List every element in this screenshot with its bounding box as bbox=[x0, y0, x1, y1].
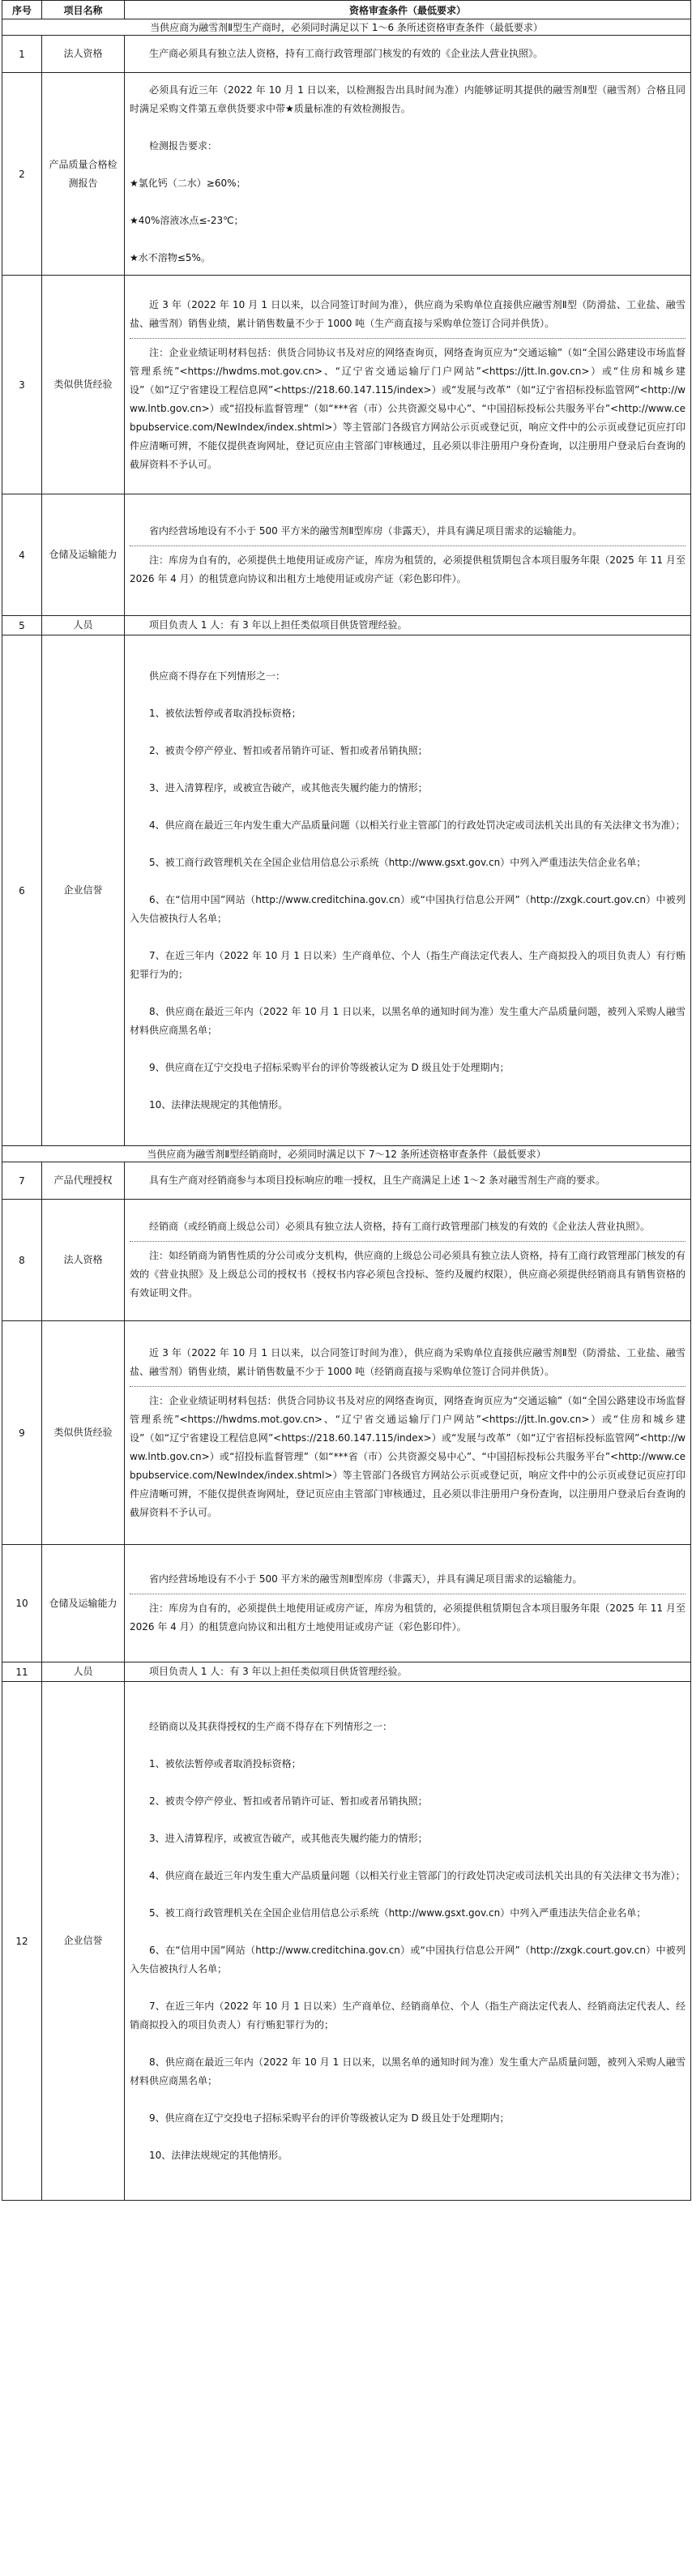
requirement-paragraph: 8、供应商在最近三年内（2022 年 10 月 1 日以来，以黑名单的通知时间为准）发生重大产品质量问题，被列入采购人融雪材料供应商黑名单； bbox=[130, 2056, 686, 2086]
row-item-name: 法人资格 bbox=[42, 1200, 125, 1321]
row-number: 1 bbox=[2, 36, 42, 73]
header-no: 序号 bbox=[2, 1, 42, 19]
requirement-paragraph: 3、进入清算程序，或被宣告破产，或其他丧失履约能力的情形； bbox=[149, 781, 428, 794]
row-item-name: 类似供货经验 bbox=[42, 1321, 125, 1545]
row-requirement bbox=[125, 616, 691, 635]
requirement-paragraph: 7、在近三年内（2022 年 10 月 1 日以来）生产商单位、个人（指生产商法定代表人、生产商拟投入的项目负责人）有行贿犯罪行为的； bbox=[130, 949, 686, 980]
requirement-paragraph: 2、被责令停产停业、暂扣或者吊销许可证、暂扣或者吊销执照； bbox=[149, 744, 428, 756]
table-row bbox=[2, 635, 691, 1146]
requirement-paragraph: 6、在“信用中国”网站（http://www.creditchina.gov.cn）或“中国执行信息公开网”（http://zxgk.court.gov.cn）中被列入失信被执行人名单； bbox=[130, 1944, 686, 1975]
requirement-paragraph: 5、被工商行政管理机关在全国企业信用信息公示系统（http://www.gsxt.gov.cn）中列入严重违法失信企业名单； bbox=[149, 856, 647, 868]
table-row bbox=[2, 36, 691, 73]
row-requirement bbox=[125, 1200, 691, 1321]
requirement-paragraph: 经销商（或经销商上级总公司）必须具有独立法人资格，持有工商行政管理部门核发的有效的《企业法人营业执照》。 bbox=[149, 1221, 651, 1232]
row-requirement bbox=[125, 494, 691, 616]
row-number: 3 bbox=[2, 276, 42, 494]
requirement-paragraph: 4、供应商在最近三年内发生重大产品质量问题（以相关行业主管部门的行政处罚决定或司法机关出具的有关法律文书为准）； bbox=[149, 1869, 686, 1881]
row-number: 7 bbox=[2, 1162, 42, 1200]
requirement-paragraph: 10、法律法规规定的其他情形。 bbox=[149, 2149, 288, 2161]
requirement-paragraph: 1、被依法暂停或者取消投标资格； bbox=[149, 707, 301, 719]
row-requirement bbox=[125, 1682, 691, 2201]
table-row bbox=[2, 1200, 691, 1321]
row-requirement bbox=[125, 1662, 691, 1682]
requirement-paragraph: 必须具有近三年（2022 年 10 月 1 日以来，以检测报告出具时间为准）内能够证明其提供的融雪剂Ⅱ型（融雪剂）合格且同时满足采购文件第五章供货要求中带★质量标准的有效检测报告。 bbox=[130, 83, 686, 114]
row-number: 4 bbox=[2, 494, 42, 616]
requirement-paragraph: 近 3 年（2022 年 10 月 1 日以来，以合同签订时间为准），供应商为采购单位直接供应融雪剂Ⅱ型（防滑盐、工业盐、融雪盐、融雪剂）销售业绩，累计销售数量不少于 1000 吨（生产商直接与采购单位签订合同并供货）。 bbox=[130, 298, 686, 329]
table-row bbox=[2, 1662, 691, 1682]
table-row bbox=[2, 73, 691, 276]
header-item: 项目名称 bbox=[42, 1, 125, 19]
requirement-paragraph: 1、被依法暂停或者取消投标资格； bbox=[149, 1757, 301, 1769]
row-item-name: 仓储及运输能力 bbox=[42, 1545, 125, 1662]
row-item-name: 法人资格 bbox=[42, 36, 125, 73]
table-row bbox=[2, 1162, 691, 1200]
row-item-name: 类似供货经验 bbox=[42, 276, 125, 494]
requirement-paragraph: 注：如经销商为销售性质的分公司或分支机构，供应商的上级总公司必须具有独立法人资格，持有工商行政管理部门核发的有效的《营业执照》及上级总公司的授权书（授权书内容必须包含投标、签约及履约权限），供应商必须提供经销商具有销售资格的有效证明文件。 bbox=[130, 1241, 686, 1303]
requirement-paragraph: 省内经营场地设有不小于 500 平方米的融雪剂Ⅱ型库房（非露天），并具有满足项目需求的运输能力。 bbox=[149, 524, 583, 537]
requirement-paragraph: 项目负责人 1 人：有 3 年以上担任类似项目供货管理经验。 bbox=[149, 1666, 408, 1677]
requirement-paragraph: 5、被工商行政管理机关在全国企业信用信息公示系统（http://www.gsxt.gov.cn）中列入严重违法失信企业名单； bbox=[149, 1906, 647, 1919]
requirement-paragraph: 生产商必须具有独立法人资格，持有工商行政管理部门核发的有效的《企业法人营业执照》。 bbox=[149, 48, 544, 59]
table-row bbox=[2, 616, 691, 635]
requirement-paragraph: ★水不溶物≤5%。 bbox=[130, 251, 211, 263]
row-item-name: 人员 bbox=[42, 616, 125, 635]
row-item-name: 人员 bbox=[42, 1662, 125, 1682]
row-number: 5 bbox=[2, 616, 42, 635]
requirement-paragraph: 3、进入清算程序，或被宣告破产，或其他丧失履约能力的情形； bbox=[149, 1832, 428, 1844]
row-item-name: 产品质量合格检测报告 bbox=[42, 73, 125, 276]
requirement-paragraph: 9、供应商在辽宁交投电子招标采购平台的评价等级被认定为 D 级且处于处理期内； bbox=[149, 2112, 510, 2124]
requirement-paragraph: 近 3 年（2022 年 10 月 1 日以来，以合同签订时间为准），供应商为采购单位直接供应融雪剂Ⅱ型（防滑盐、工业盐、融雪盐、融雪剂）销售业绩，累计销售数量不少于 1000 吨（经销商直接与采购单位签订合同并供货）。 bbox=[130, 1346, 686, 1377]
row-requirement bbox=[125, 1162, 691, 1200]
section-row-distributor bbox=[2, 1146, 691, 1162]
requirement-paragraph: 4、供应商在最近三年内发生重大产品质量问题（以相关行业主管部门的行政处罚决定或司法机关出具的有关法律文书为准）； bbox=[149, 819, 686, 831]
requirement-paragraph: 供应商不得存在下列情形之一： bbox=[149, 670, 286, 682]
requirement-paragraph: 经销商以及其获得授权的生产商不得存在下列情形之一： bbox=[149, 1720, 393, 1732]
row-requirement bbox=[125, 1545, 691, 1662]
row-number: 10 bbox=[2, 1545, 42, 1662]
requirement-paragraph: 2、被责令停产停业、暂扣或者吊销许可证、暂扣或者吊销执照； bbox=[149, 1795, 428, 1807]
row-number: 11 bbox=[2, 1662, 42, 1682]
requirement-paragraph: ★40%溶液冰点≤-23℃； bbox=[130, 214, 244, 226]
requirement-paragraph: 10、法律法规规定的其他情形。 bbox=[149, 1098, 288, 1110]
requirement-paragraph: 7、在近三年内（2022 年 10 月 1 日以来）生产商单位、经销商单位、个人（指生产商法定代表人、经销商法定代表人、经销商拟投入的项目负责人）有行贿犯罪行为的； bbox=[130, 2000, 686, 2030]
row-requirement bbox=[125, 73, 691, 276]
table-row bbox=[2, 1545, 691, 1662]
requirement-paragraph: 检测报告要求： bbox=[149, 139, 218, 152]
table-row bbox=[2, 494, 691, 616]
row-requirement bbox=[125, 1321, 691, 1545]
requirement-paragraph: 省内经营场地设有不小于 500 平方米的融雪剂Ⅱ型库房（非露天），并具有满足项目需求的运输能力。 bbox=[149, 1573, 583, 1585]
table-row bbox=[2, 1682, 691, 2201]
table-row bbox=[2, 276, 691, 494]
table-row bbox=[2, 1321, 691, 1545]
row-number: 6 bbox=[2, 635, 42, 1146]
requirement-paragraph: 项目负责人 1 人：有 3 年以上担任类似项目供货管理经验。 bbox=[149, 619, 408, 631]
table-header-row bbox=[2, 1, 691, 19]
requirement-paragraph: ★氯化钙（二水）≥60%； bbox=[130, 177, 246, 189]
requirement-paragraph: 注：库房为自有的，必须提供土地使用证或房产证，库房为租赁的，必须提供租赁期包含本项目服务年限（2025 年 11 月至 2026 年 4 月）的租赁意向协议和出租方土地使用证或房产证（彩色影印件）。 bbox=[130, 546, 686, 588]
row-number: 9 bbox=[2, 1321, 42, 1545]
row-item-name: 企业信誉 bbox=[42, 635, 125, 1146]
requirement-paragraph: 6、在“信用中国”网站（http://www.creditchina.gov.cn）或“中国执行信息公开网”（http://zxgk.court.gov.cn）中被列入失信被执行人名单； bbox=[130, 893, 686, 924]
row-number: 8 bbox=[2, 1200, 42, 1321]
row-item-name: 产品代理授权 bbox=[42, 1162, 125, 1200]
row-requirement bbox=[125, 36, 691, 73]
requirement-paragraph: 注：企业业绩证明材料包括：供货合同协议书及对应的网络查询页，网络查询页应为“交通运输”（如“全国公路建设市场监督管理系统”<https://hwdms.mot.gov.cn>、“辽宁省交通运输厅门户网站”<https://jtt.ln.gov.cn>）或“住房和城乡建设”（如“辽宁省建设工程信息网”<https://218.60.147.115/index>）或“发展与改革”（如“辽宁省招标投标监管网”<http://www.lntb.gov.cn>）或“招投标监督管理”（如“***省（市）公共资源交易中心”、“中国招标投标公共服务平台”<http://www.cebpubservice.com/NewIndex/index.shtml>）等主管部门各级官方网站公示页或登记页，响应文件中的公示页或登记页应打印件应清晰可辨，不能仅提供查询网址，登记页应由主管部门审核通过，且必须以非注册用户身份查询，以注册用户登录后台查询的截屏资料不予认可。 bbox=[130, 1386, 686, 1522]
row-requirement bbox=[125, 276, 691, 494]
row-item-name: 仓储及运输能力 bbox=[42, 494, 125, 616]
requirement-paragraph: 注：企业业绩证明材料包括：供货合同协议书及对应的网络查询页，网络查询页应为“交通运输”（如“全国公路建设市场监督管理系统”<https://hwdms.mot.gov.cn>、“辽宁省交通运输厅门户网站”<https://jtt.ln.gov.cn>）或“住房和城乡建设”（如“辽宁省建设工程信息网”<https://218.60.147.115/index>）或“发展与改革”（如“辽宁省招标投标监管网”<http://www.lntb.gov.cn>）或“招投标监督管理”（如“***省（市）公共资源交易中心”、“中国招标投标公共服务平台”<http://www.cebpubservice.com/NewIndex/index.shtml>）等主管部门各级官方网站公示页或登记页，响应文件中的公示页或登记页应打印件应清晰可辨，不能仅提供查询网址，登记页应由主管部门审核通过，且必须以非注册用户身份查询，以注册用户登录后台查询的截屏资料不予认可。 bbox=[130, 338, 686, 474]
section-row-producer bbox=[2, 19, 691, 36]
requirement-paragraph: 注：库房为自有的，必须提供土地使用证或房产证，库房为租赁的，必须提供租赁期包含本项目服务年限（2025 年 11 月至 2026 年 4 月）的租赁意向协议和出租方土地使用证或房产证（彩色影印件）。 bbox=[130, 1594, 686, 1637]
requirement-paragraph: 9、供应商在辽宁交投电子招标采购平台的评价等级被认定为 D 级且处于处理期内； bbox=[149, 1061, 510, 1073]
row-number: 2 bbox=[2, 73, 42, 276]
section-title-distributor: 当供应商为融雪剂Ⅱ型经销商时，必须同时满足以下 7～12 条所述资格审查条件（最低要求） bbox=[2, 1146, 691, 1162]
section-title-producer: 当供应商为融雪剂Ⅱ型生产商时，必须同时满足以下 1～6 条所述资格审查条件（最低要求） bbox=[2, 19, 691, 36]
row-number: 12 bbox=[2, 1682, 42, 2201]
qualification-table bbox=[2, 0, 691, 2201]
requirement-paragraph: 具有生产商对经销商参与本项目投标响应的唯一授权，且生产商满足上述 1～2 条对融雪剂生产商的要求。 bbox=[149, 1175, 605, 1186]
header-requirement: 资格审查条件（最低要求） bbox=[125, 1, 691, 19]
row-requirement bbox=[125, 635, 691, 1146]
row-item-name: 企业信誉 bbox=[42, 1682, 125, 2201]
requirement-paragraph: 8、供应商在最近三年内（2022 年 10 月 1 日以来，以黑名单的通知时间为准）发生重大产品质量问题，被列入采购人融雪材料供应商黑名单； bbox=[130, 1005, 686, 1036]
